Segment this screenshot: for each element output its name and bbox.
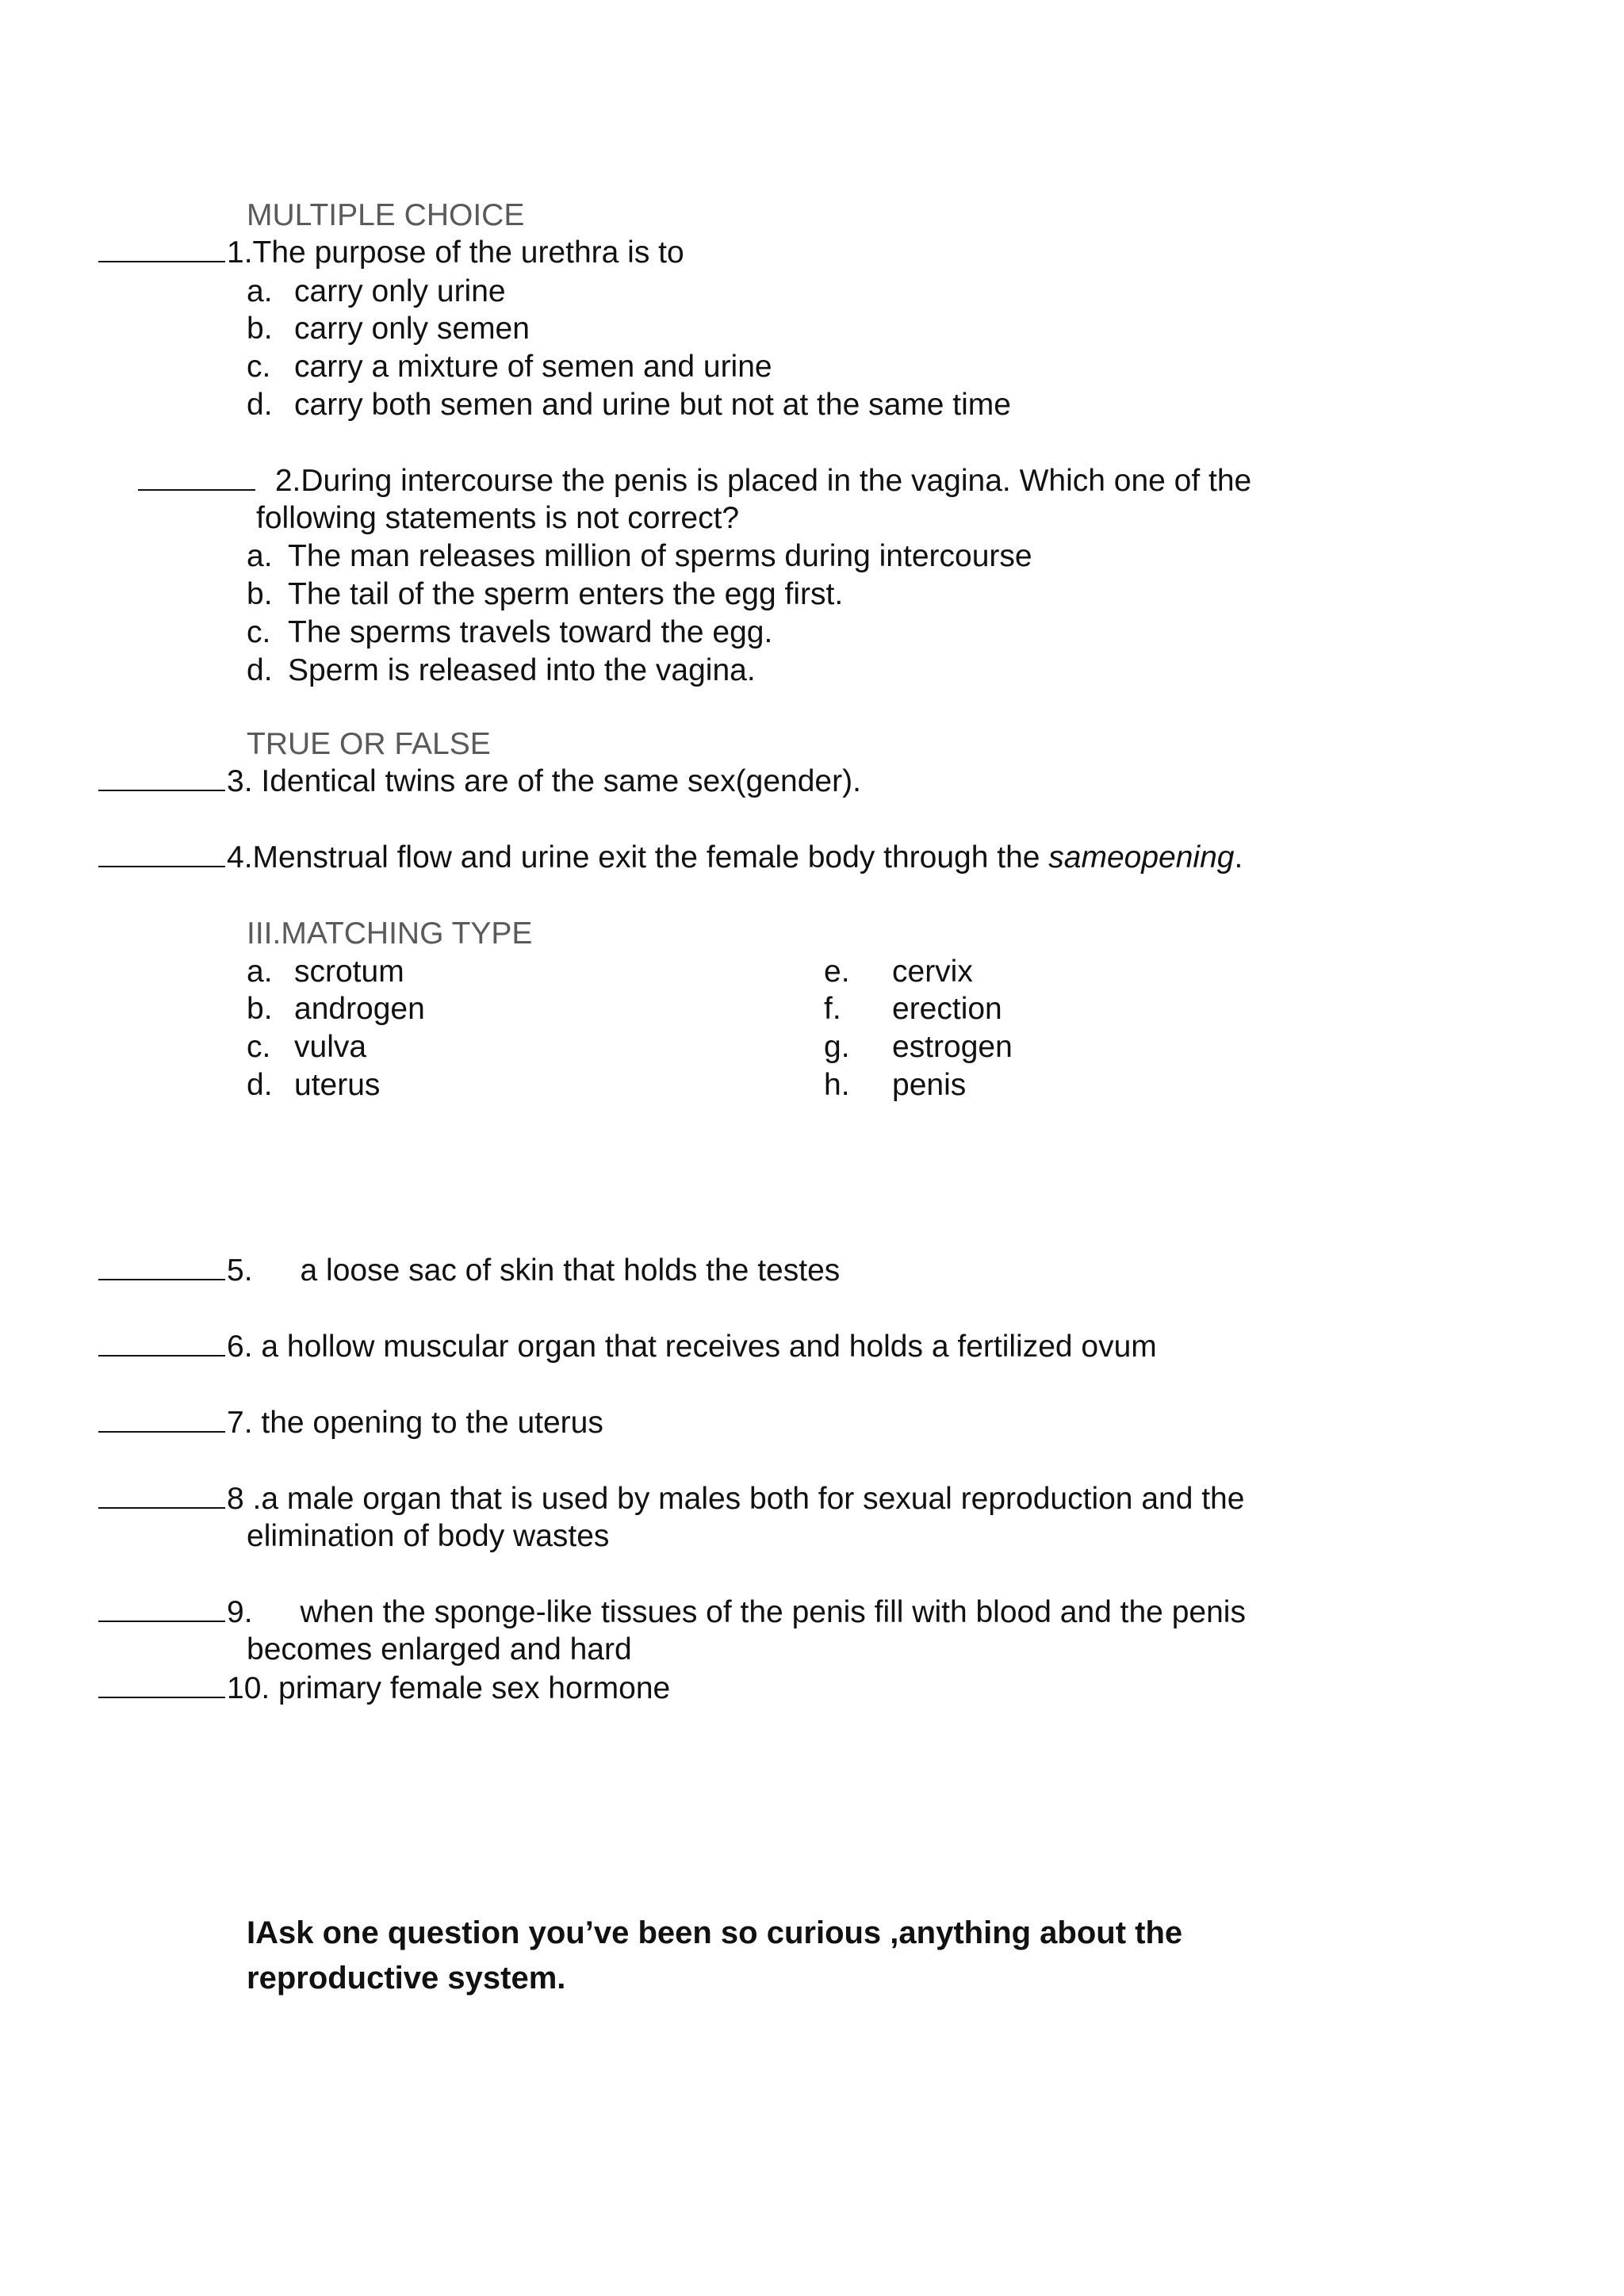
question-5-text: a loose sac of skin that holds the testes <box>300 1253 841 1288</box>
final-prompt-line1: IAsk one question you’ve been so curious ,anything about the <box>247 1915 1183 1950</box>
option-letter: a. <box>247 274 273 308</box>
section-heading-multiple-choice: MULTIPLE CHOICE <box>247 198 525 232</box>
option-letter: d. <box>247 388 273 422</box>
q1-option-b <box>247 310 530 347</box>
final-prompt-line2: reproductive system. <box>247 1961 566 1996</box>
option-text: vulva <box>294 1030 367 1064</box>
q1-option-a <box>247 273 506 310</box>
question-6 <box>98 1328 1157 1365</box>
question-9-number: 9. <box>227 1595 253 1629</box>
option-text: penis <box>892 1068 967 1102</box>
question-8-line1: 8 .a male organ that is used by males both for sexual reproduction and the <box>227 1482 1245 1516</box>
option-letter: a. <box>247 955 273 989</box>
question-5-number: 5. <box>227 1253 253 1288</box>
question-6-text: 6. a hollow muscular organ that receives and holds a fertilized ovum <box>227 1330 1157 1364</box>
option-text: carry only urine <box>294 274 506 308</box>
question-3 <box>98 763 861 800</box>
option-letter: c. <box>247 350 271 384</box>
option-text: The tail of the sperm enters the egg first. <box>288 577 844 611</box>
matching-item-c <box>247 1028 366 1066</box>
option-letter: d. <box>247 1068 273 1102</box>
option-text: uterus <box>294 1068 381 1102</box>
answer-blank-8[interactable] <box>98 1506 225 1509</box>
option-text: The man releases million of sperms during intercourse <box>288 539 1032 573</box>
option-text: Sperm is released into the vagina. <box>288 653 756 687</box>
option-letter: b. <box>247 992 273 1026</box>
answer-blank-9[interactable] <box>98 1620 225 1622</box>
option-letter: g. <box>824 1030 850 1064</box>
option-letter: f. <box>824 992 841 1026</box>
question-1 <box>98 234 684 271</box>
question-7 <box>98 1404 603 1441</box>
question-1-stem: 1.The purpose of the urethra is to <box>227 235 684 270</box>
answer-blank-1[interactable] <box>98 260 225 262</box>
question-7-text: 7. the opening to the uterus <box>227 1406 603 1440</box>
q2-option-c <box>247 614 772 651</box>
question-3-text: 3. Identical twins are of the same sex(gender). <box>227 764 861 798</box>
question-4-end: . <box>1234 840 1243 874</box>
answer-blank-2[interactable] <box>138 488 255 491</box>
answer-blank-3[interactable] <box>98 789 225 791</box>
matching-item-g <box>824 1028 1013 1066</box>
option-text: cervix <box>892 955 973 989</box>
matching-item-h <box>824 1066 966 1104</box>
matching-item-e <box>824 953 973 990</box>
question-4 <box>98 839 1243 876</box>
option-text: carry a mixture of semen and urine <box>294 350 772 384</box>
q2-option-d <box>247 652 756 689</box>
answer-blank-5[interactable] <box>98 1278 225 1280</box>
question-9 <box>98 1594 1246 1631</box>
question-5 <box>98 1252 840 1289</box>
question-4-text: 4.Menstrual flow and urine exit the female body through the <box>227 840 1049 874</box>
section-heading-true-false: TRUE OR FALSE <box>247 727 491 761</box>
answer-blank-7[interactable] <box>98 1430 225 1433</box>
option-letter: h. <box>824 1068 850 1102</box>
q1-option-d <box>247 386 1011 423</box>
q1-option-c <box>247 348 772 385</box>
question-10-text: 10. primary female sex hormone <box>227 1671 671 1705</box>
answer-blank-10[interactable] <box>98 1696 225 1698</box>
option-text: scrotum <box>294 955 404 989</box>
question-2-stem-line1: 2.During intercourse the penis is placed in the vagina. Which one of the <box>274 464 1252 498</box>
question-4-italic: sameopening <box>1048 840 1235 874</box>
option-text: androgen <box>294 992 425 1026</box>
option-letter: a. <box>247 539 273 573</box>
question-9-line2: becomes enlarged and hard <box>247 1632 632 1667</box>
matching-item-b <box>247 990 425 1027</box>
section-heading-matching: III.MATCHING TYPE <box>247 916 533 951</box>
option-letter: c. <box>247 1030 271 1064</box>
option-text: carry only semen <box>294 312 530 346</box>
question-2 <box>138 462 1251 499</box>
question-2-stem-line2: following statements is not correct? <box>256 501 740 535</box>
option-letter: e. <box>824 955 850 989</box>
option-text: carry both semen and urine but not at the same time <box>294 388 1011 422</box>
question-10 <box>98 1670 670 1707</box>
option-text: erection <box>892 992 1002 1026</box>
answer-blank-4[interactable] <box>98 865 225 867</box>
option-letter: d. <box>247 653 273 687</box>
matching-item-a <box>247 953 404 990</box>
option-letter: b. <box>247 312 273 346</box>
question-8 <box>98 1480 1244 1517</box>
question-9-line1: when the sponge-like tissues of the penis fill with blood and the penis <box>300 1595 1246 1629</box>
q2-option-b <box>247 576 843 613</box>
option-text: The sperms travels toward the egg. <box>288 615 773 649</box>
option-text: estrogen <box>892 1030 1013 1064</box>
question-8-line2: elimination of body wastes <box>247 1519 610 1553</box>
matching-item-d <box>247 1066 380 1104</box>
option-letter: c. <box>247 615 271 649</box>
q2-option-a <box>247 538 1032 575</box>
answer-blank-6[interactable] <box>98 1354 225 1357</box>
matching-item-f <box>824 990 1002 1027</box>
option-letter: b. <box>247 577 273 611</box>
